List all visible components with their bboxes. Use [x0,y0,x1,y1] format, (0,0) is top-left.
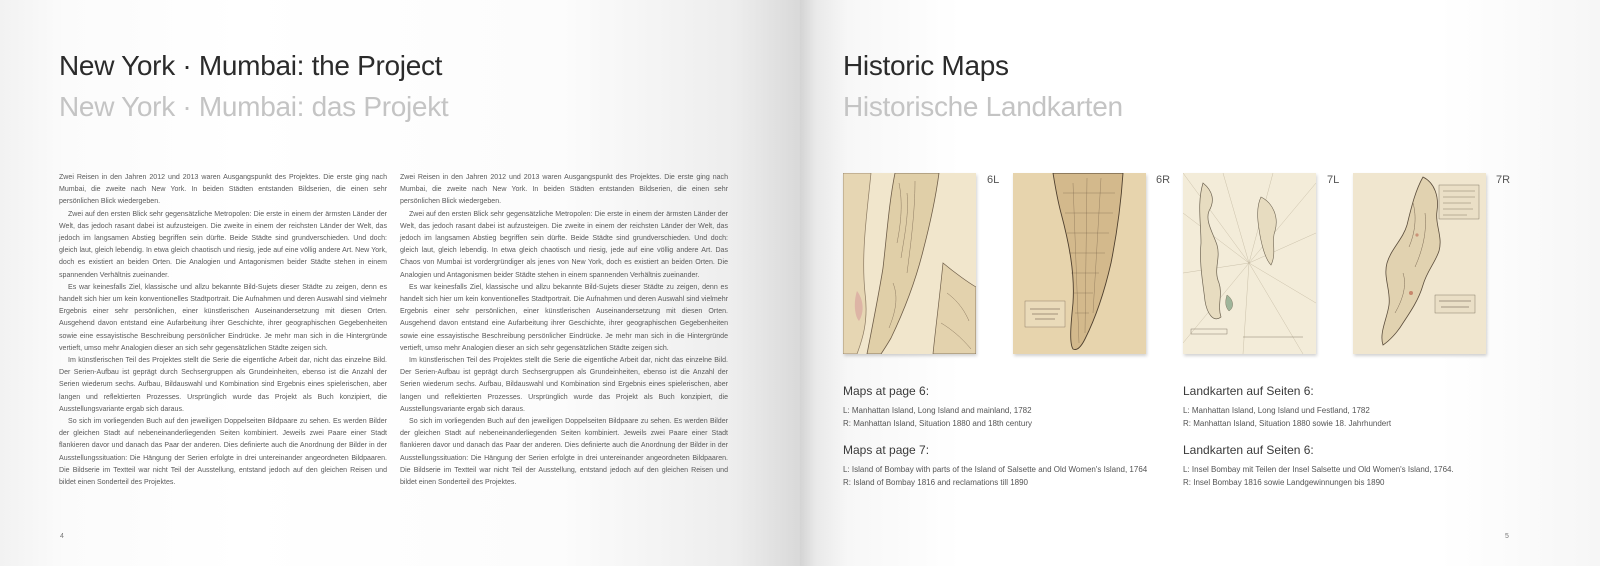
paragraph: Zwei Reisen in den Jahren 2012 und 2013 waren Ausgangspunkt des Projektes. Die erste ging nach Mumbai, die zweite nach New York. In beiden Städten entstanden Bildserien, die einen sehr persönlichen Blick wiedergeben. [400,174,728,206]
map-manhattan-1782 [843,173,976,354]
caption-line: R: Manhattan Island, Situation 1880 and 18th century [843,419,1033,428]
page-title-de: New York · Mumbai: das Projekt [59,91,449,122]
caption-line: L: Insel Bombay mit Teilen der Insel Salsette und Old Women's Island, 1764. [1183,465,1454,474]
paragraph: Zwei Reisen in den Jahren 2012 und 2013 waren Ausgangspunkt des Projektes. Die erste ging nach Mumbai, die zweite nach New York. In beiden Städten entstanden Bildserien, die einen sehr persönlichen Blick wiedergeben. [59,174,387,206]
caption-line: R: Manhattan Island, Situation 1880 sowie 18. Jahrhundert [1183,419,1392,428]
paragraph: Es war keinesfalls Ziel, klassische und allzu bekannte Bild-Sujets dieser Städte zu zeigen, denn es handelt sich hier um kein konventionelles Stadtportrait. Die Aufnahmen und deren Auswahl sind vielmehr Ergebnis einer sehr persönlichen, einer künstlerischen Auseinandersetzung mit diesen Orten. Ausgehend davon entstand eine Aufarbeitung ihrer Geschichte, ihrer geographischen Gegebenheiten sowie eine essayistische Beschreibung persönlicher Eindrücke. Je mehr man sich in die Hintergründe vertieft, umso mehr Analogien dieser an sich sehr gegensätzlichen Städte zeigen sich. [59,283,387,352]
text-column-2 [400,172,728,489]
paragraph: Zwei auf den ersten Blick sehr gegensätzliche Metropolen: Die erste in einem der ärmsten Länder der Welt, das jedoch rasant dabei ist aufzusteigen. Die zweite in einem der reichsten Länder der Welt, das jedoch im langsamen Abstieg begriffen sein dürfte. Beide Städte sind grundverschieden. Und doch: gleich laut, gleich lebendig. In etwa gleich chaotisch und riesig, jede auf eine völlig andere Art. Das Chaos von Mumbai ist vordergründiger als jenes von New York, doch es existiert an beiden Orten. Die Analogien und Antagonismen beider Städte stehen in einem spannenden Verhältnis zueinander. [400,210,728,279]
paragraph: So sich im vorliegenden Buch auf den jeweiligen Doppelseiten Bildpaare zu sehen. Es werden Bilder der gleichen Stadt auf nebeneinanderliegenden Seiten kombiniert. Jeweils zwei Paare einer Stadt flankieren davor und danach das Paar der anderen. Dies definierte auch die Anordnung der Bilder in der Ausstellungssituation: Die Hängung der Serien erfolgte in drei untereinander angeordneten Bildpaaren. Die Bildserie im Textteil war nicht Teil der Ausstellung, entstand jedoch auf den gleichen Reisen und bildet einen Sonderteil des Projektes. [59,418,387,487]
page-number: 4 [60,533,64,540]
caption-heading-de-page6: Landkarten auf Seiten 6: [1183,384,1314,398]
map-bombay-1764 [1183,173,1316,354]
text-column-1 [59,172,387,489]
caption-line: L: Manhattan Island, Long Island und Festland, 1782 [1183,406,1370,415]
map-thumbnail-7r[interactable] [1353,173,1486,354]
paragraph: Zwei auf den ersten Blick sehr gegensätzliche Metropolen: Die erste in einem der ärmsten Länder der Welt, das jedoch rasant dabei ist aufzusteigen. Die zweite in einem der reichsten Länder der Welt, das jedoch im langsamen Abstieg begriffen sein dürfte. Beide Städte sind grundverschieden. Und doch: gleich laut, gleich lebendig. In etwa gleich chaotisch und riesig, jede auf eine völlig andere Art. New York, doch es existiert an beiden Orten. Die Analogien und Antagonismen beider Städte stehen in einem spannenden Verhältnis zueinander. [59,210,387,279]
map-manhattan-1880 [1013,173,1146,354]
caption-line: R: Island of Bombay 1816 and reclamations till 1890 [843,478,1028,487]
map-thumbnail-7l[interactable] [1183,173,1316,354]
page-title-de: Historische Landkarten [843,91,1123,122]
map-label-6r: 6R [1156,174,1171,186]
caption-heading-de-page7: Landkarten auf Seiten 6: [1183,443,1314,457]
paragraph: Im künstlerischen Teil des Projektes stellt die Serie die eigentliche Arbeit dar, nicht das einzelne Bild. Der Serien-Aufbau ist geprägt durch Sechsergruppen als Grundeinheiten, ebenso ist die Anzahl der Serien wiederum sechs. Aufbau, Bildauswahl und Kombination sind Ergebnis eines spielerischen, aber langen und reflektierten Prozesses. Ursprünglich wurde das Projekt als Buch konzipiert, die Ausstellungsvariante ergab sich daraus. [400,357,728,413]
caption-heading-en-page6: Maps at page 6: [843,384,930,398]
map-thumbnail-6r[interactable] [1013,173,1146,354]
map-thumbnail-6l[interactable] [843,173,976,354]
map-label-7r: 7R [1496,174,1511,186]
paragraph: So sich im vorliegenden Buch auf den jeweiligen Doppelseiten Bildpaare zu sehen. Es werden Bilder der gleichen Stadt auf nebeneinanderliegenden Seiten kombiniert. Jeweils zwei Paare einer Stadt flankieren davor und danach das Paar der anderen. Dies definierte auch die Anordnung der Bilder in der Ausstellungssituation: Die Hängung der Serien erfolgte in drei untereinander angeordneten Bildpaaren. Die Bildserie im Textteil war nicht Teil der Ausstellung, entstand jedoch auf den gleichen Reisen und bildet einen Sonderteil des Projektes. [400,418,728,487]
page-title-en: New York · Mumbai: the Project [59,50,443,81]
caption-line: L: Island of Bombay with parts of the Island of Salsette and Old Women's Island, 1764 [843,465,1148,474]
paragraph: Im künstlerischen Teil des Projektes stellt die Serie die eigentliche Arbeit dar, nicht das einzelne Bild. Der Serien-Aufbau ist geprägt durch Sechsergruppen als Grundeinheiten, ebenso ist die Anzahl der Serien wiederum sechs. Aufbau, Bildauswahl und Kombination sind Ergebnis eines spielerischen, aber langen und reflektierten Prozesses. Ursprünglich wurde das Projekt als Buch konzipiert, die Ausstellungsvariante ergab sich daraus. [59,357,387,413]
caption-line: L: Manhattan Island, Long Island and mainland, 1782 [843,406,1032,415]
page-number: 5 [1505,533,1509,540]
map-bombay-1816 [1353,173,1486,354]
paragraph: Es war keinesfalls Ziel, klassische und allzu bekannte Bild-Sujets dieser Städte zu zeigen, denn es handelt sich hier um kein konventionelles Stadtportrait. Die Aufnahmen und deren Auswahl sind vielmehr Ergebnis einer sehr persönlichen, einer künstlerischen Auseinandersetzung mit diesen Orten. Ausgehend davon entstand eine Aufarbeitung ihrer Geschichte, ihrer geographischen Gegebenheiten sowie eine essayistische Beschreibung persönlicher Eindrücke. Je mehr man sich in die Hintergründe vertieft, umso mehr Analogien dieser an sich sehr gegensätzlichen Städte zeigen sich. [400,283,728,352]
map-label-7l: 7L [1327,174,1340,186]
page-title-en: Historic Maps [843,50,1009,81]
right-page [800,0,1600,566]
caption-heading-en-page7: Maps at page 7: [843,443,930,457]
caption-line: R: Insel Bombay 1816 sowie Landgewinnungen bis 1890 [1183,478,1385,487]
map-label-6l: 6L [987,174,1000,186]
